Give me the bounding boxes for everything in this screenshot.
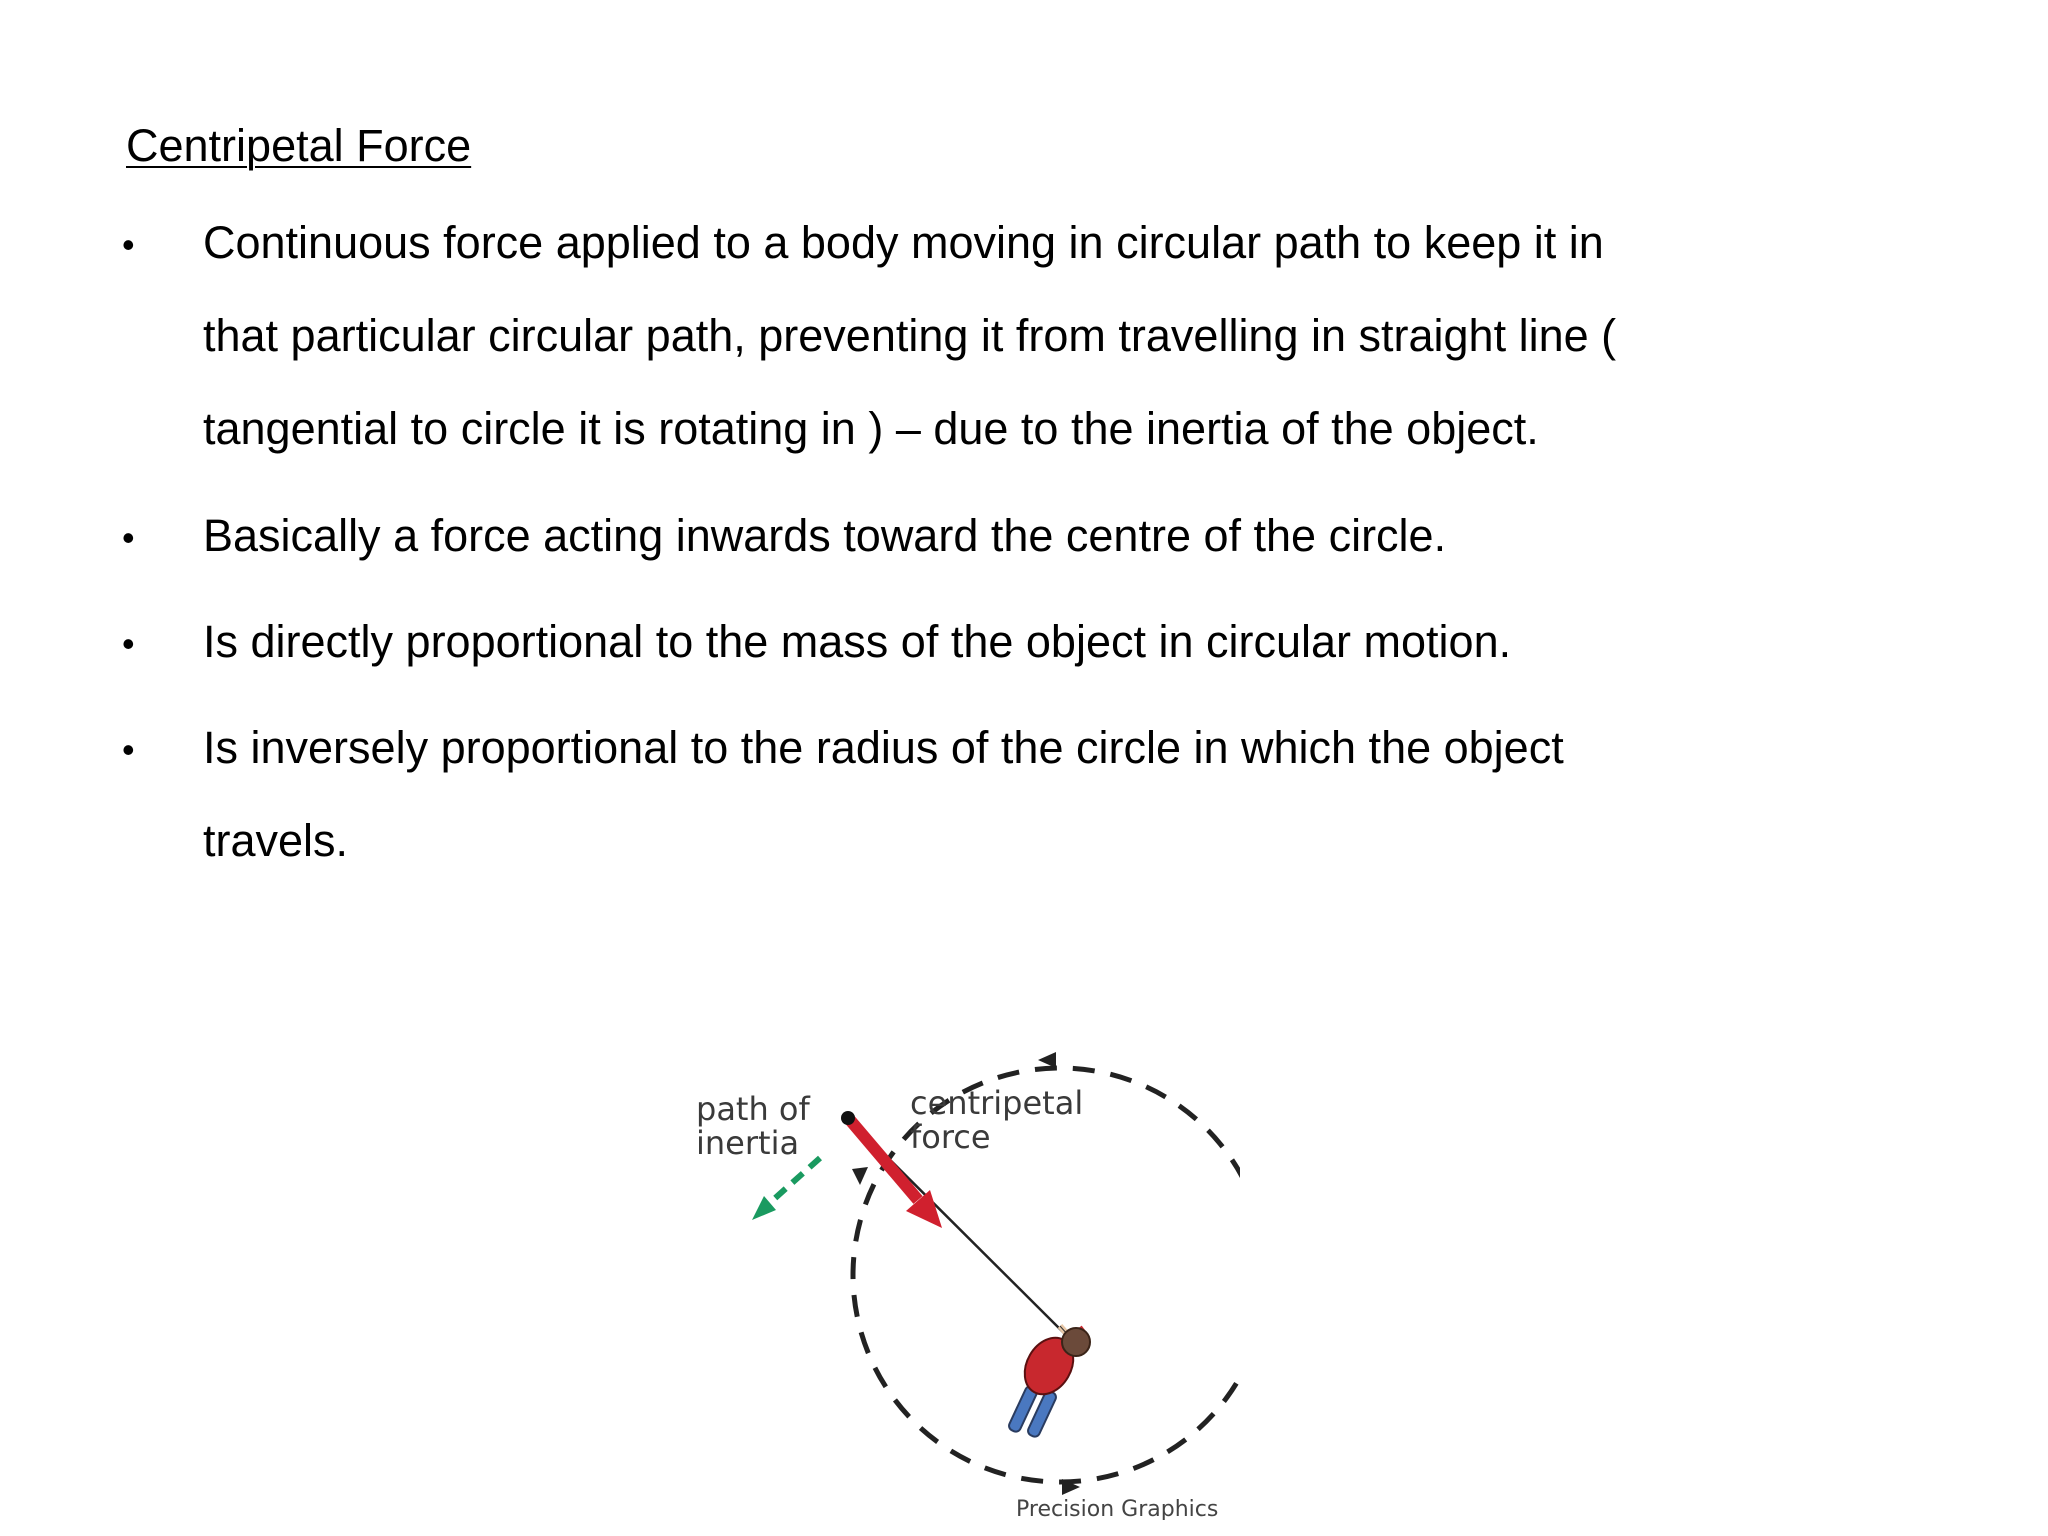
bullet-1-line-3: tangential to circle it is rotating in ) – due to the inertia of the object. [203,403,1539,454]
bullet-marker: • [122,517,135,558]
label-path-of-inertia-line-2: inertia [696,1124,800,1162]
bullet-marker: • [122,224,135,265]
bullet-3-line-1: Is directly proportional to the mass of the object in circular motion. [203,616,1512,667]
inertia-arrow-head [752,1196,776,1220]
centripetal-force-figure [680,1030,1240,1520]
bullet-4-line-2: travels. [203,815,349,866]
label-path-of-inertia-line-1: path of [696,1090,810,1128]
figure-credit: Precision Graphics [1016,1497,1219,1520]
person-figure [1007,1326,1090,1438]
slide-title: Centripetal Force [126,120,472,171]
bullet-1-line-2: that particular circular path, preventing it from travelling in straight line ( [203,310,1617,361]
label-centripetal-force-line-2: force [910,1118,991,1156]
bullet-1-line-1: Continuous force applied to a body moving in circular path to keep it in [203,217,1604,268]
bullet-2-line-1: Basically a force acting inwards toward the centre of the circle. [203,510,1447,561]
bullet-4-line-1: Is inversely proportional to the radius of the circle in which the object [203,722,1564,773]
inertia-arrow-line [764,1158,820,1208]
path-direction-arrow-left [852,1167,868,1185]
swinging-object [841,1111,855,1125]
path-direction-arrow-top [1038,1052,1056,1068]
bullet-marker: • [122,729,135,770]
label-centripetal-force-line-1: centripetal [910,1084,1084,1122]
bullet-marker: • [122,623,135,664]
